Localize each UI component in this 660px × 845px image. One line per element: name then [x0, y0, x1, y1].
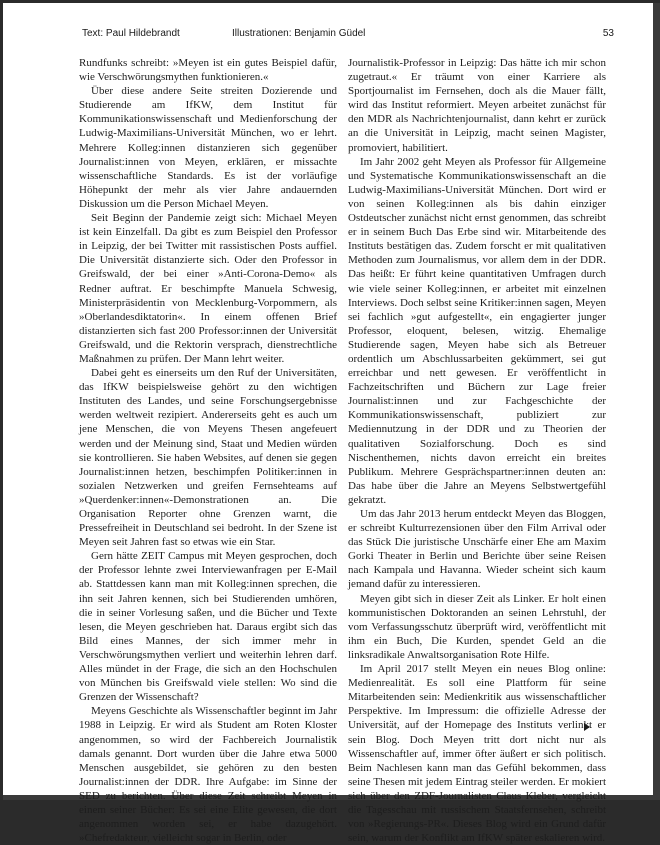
left-column	[79, 56, 337, 845]
text-credit: Text: Paul Hildebrandt	[82, 28, 180, 39]
paragraph: Um das Jahr 2013 herum entdeckt Meyen das Bloggen, er schreibt Kulturrezensionen über den Film Arrival oder das Stück Die juristische Unschärfe einer Ehe am Maxim Gorki Theater in Berlin und Berichte über seine Reisen nach Kampala und Havanna. Wieder scheint sich kaum jemand dafür zu interessieren.	[348, 508, 606, 591]
paragraph: Meyen gibt sich in dieser Zeit als Linker. Er holt einen kommunistischen Doktoranden an seinen Lehrstuhl, der vom Verfassungsschutz überprüft wird, veröffentlicht mit ihm ein Buch, Die Kurden, spendet Geld an die linksradikale Anwaltsorganisation Rote Hilfe.	[348, 592, 606, 661]
paragraph: Rundfunks schreibt: »Meyen ist ein gutes Beispiel dafür, wie Verschwörungsmythen funktionieren.«	[79, 57, 337, 84]
paragraph: Gern hätte ZEIT Campus mit Meyen gesprochen, doch der Professor lehnte zwei Interviewanfragen per E-Mail ab. Stattdessen kann man mit Kolleg:innen sprechen, die ihn seit Jahren kennen, sich bei Studierenden umhören, die in seiner Vorlesung saßen, und die Bücher und Texte lesen, die Meyen geschrieben hat. Daraus ergibt sich das Bild eines Mannes, der sich immer mehr in Verschwörungsmythen verliert und weiterhin lehren darf. Alles mündet in der Frage, die sich an den Hochschulen von München bis Greifswald viele stellen: Wo sind die Grenzen der Wissenschaft?	[79, 550, 337, 704]
paragraph: Im April 2017 stellt Meyen ein neues Blog online: Medienrealität. Es soll eine Plattform für seine Mitarbeitenden sein: Medienkritik aus wissenschaftlicher Perspektive. Im Impressum: die offizielle Adresse der Universität, auf der Homepage des Instituts verlinkt er sein Blog. Doch Meyen tritt dort nicht nur als Wissenschaftler auf, immer öfter äußert er sich politisch. Beim Nachlesen kann man das Gefühl bekommen, dass seine Thesen mit jedem Eintrag steiler werden. Er mokiert sich über den ZDF-Journalisten Claus Kleber, vergleicht die Tagesschau mit russischem Staatsfernsehen, schreibt von »Regierungs-PR«. Dieses Blog wird ein Grund dafür sein, warum der Konflikt am IfKW später eskalieren wird.	[348, 663, 606, 845]
paragraph: Im Jahr 2002 geht Meyen als Professor für Allgemeine und Systematische Kommunikationswissenschaft an die Ludwig-Maximilians-Universität München. Dort wird er von seinen Kolleg:innen als bis dahin einziger Ostdeutscher zunächst nicht ernst genommen, das schreibt er in seinem Buch Das Erbe sind wir. Mitarbeitende des Instituts bestätigen das. Zudem forscht er mit qualitativen Methoden zum Journalismus, vor allem dem in der DDR. Das heißt: Er führt keine quantitativen Umfragen durch wie viele seiner Kolleg:innen, er arbeitet mit einzelnen Interviews. Doch selbst seine Kritiker:innen sagen, Meyen sei fachlich »gut aufgestellt«, ein engagierter junger Professor, eloquent, belesen, witzig. Ehemalige Studierende sagen, Meyen habe sich als Betreuer ordentlich um Abschlussarbeiten gekümmert, sei gut erreichbar und nett gewesen. Er veröffentlicht in Fachzeitschriften und Büchern zur Lage freier Journalist:innen und zur Fachgeschichte der Kommunikationswissenschaft, publiziert zur Mediennutzung in der DDR und zu Theorien der qualitativen Sozialforschung. Doch es sind Nischenthemen, nichts davon erreicht ein breites Publikum. Mehrere Gesprächspartner:innen deuten an: Das habe über die Jahre an Meyens Selbstwertgefühl gekratzt.	[348, 155, 606, 506]
illustration-credit: Illustrationen: Benjamin Güdel	[232, 28, 366, 39]
page-header	[82, 28, 614, 42]
page-shadow-right	[653, 3, 660, 800]
paragraph: Über diese andere Seite streiten Dozierende und Studierende am IfKW, dem Institut für Kommunikationswissenschaft und Medienforschung der Ludwig-Maximilians-Universität München, wo er lehrt. Mehrere Kolleg:innen distanzieren sich gegenüber Journalist:innen von Meyen, erklären, er missachte wissenschaftliche Standards. Es ist der vorläufige Höhepunkt der mehr als vier Jahre andauernden Diskussion um die Person Michael Meyen.	[79, 85, 337, 210]
paragraph: Journalistik-Professor in Leipzig: Das hätte ich mir schon zugetraut.« Er träumt von einer Karriere als Sportjournalist im Fernsehen, doch als die Mauer fällt, wird das Institut reformiert. Meyen arbeitet zunächst für den MDR als Nachrichtenjournalist, dann kehrt er zurück an die Universität in Leipzig, macht seinen Magister, promoviert, habilitiert.	[348, 57, 606, 154]
paragraph: Dabei geht es einerseits um den Ruf der Universitäten, das IfKW beispielsweise gehört zu den wichtigen Instituten des Landes, und seine Forschungsergebnisse werden weltweit rezipiert. Andererseits geht es auch um jene Menschen, die von Meyens Thesen angefeuert werden und der Meinung sind, Staat und Medien würden sie kontrollieren. Sie haben Websites, auf denen sie gegen Journalist:innen hetzen, beschimpfen Politiker:innen in sozialen Netzwerken und greifen Fernsehteams auf »Querdenker:innen«-Demonstrationen an. Die Organisation Reporter ohne Grenzen warnt, die Pressefreiheit in Deutschland sei bedroht. In der Szene ist Meyen seit Jahren fast so etwas wie ein Star.	[79, 367, 337, 549]
continue-arrow-icon	[584, 723, 590, 731]
right-column	[348, 56, 606, 845]
paragraph: Seit Beginn der Pandemie zeigt sich: Michael Meyen ist kein Einzelfall. Da gibt es zum Beispiel den Professor in Leipzig, der bei Twitter mit rassistischen Posts auffiel. Die Universität distanzierte sich. Oder den Professor in Greifswald, der bei einer »Anti-Corona-Demo« als Redner auftrat. Er beschimpfte Manuela Schwesig, Ministerpräsidentin von Mecklenburg-Vorpommern, als »Oberlandesdiktatorin«. In einem offenen Brief distanzierten sich fast 200 Professor:innen der Universität Greifswald, und die Rektorin versprach, dienstrechtliche Maßnahmen zu prüfen. Der Mann lehrt weiter.	[79, 212, 337, 365]
page-number: 53	[602, 28, 614, 39]
paragraph: Meyens Geschichte als Wissenschaftler beginnt im Jahr 1988 in Leipzig. Er wird als Student am Roten Kloster angenommen, so wird der Fachbereich Journalistik damals genannt. Dort wurden über die Jahre etwa 5000 Menschen ausgebildet, sie gehören zu den besten Journalist:innen der DDR. Ihre Aufgabe: im Sinne der SED zu berichten. Über diese Zeit schreibt Meyen in einem seiner Bücher: Es sei eine Elite gewesen, die dort angenommen worden sei, er habe dazugehört. »Chefredakteur, vielleicht sogar in Berlin, oder	[79, 705, 337, 845]
